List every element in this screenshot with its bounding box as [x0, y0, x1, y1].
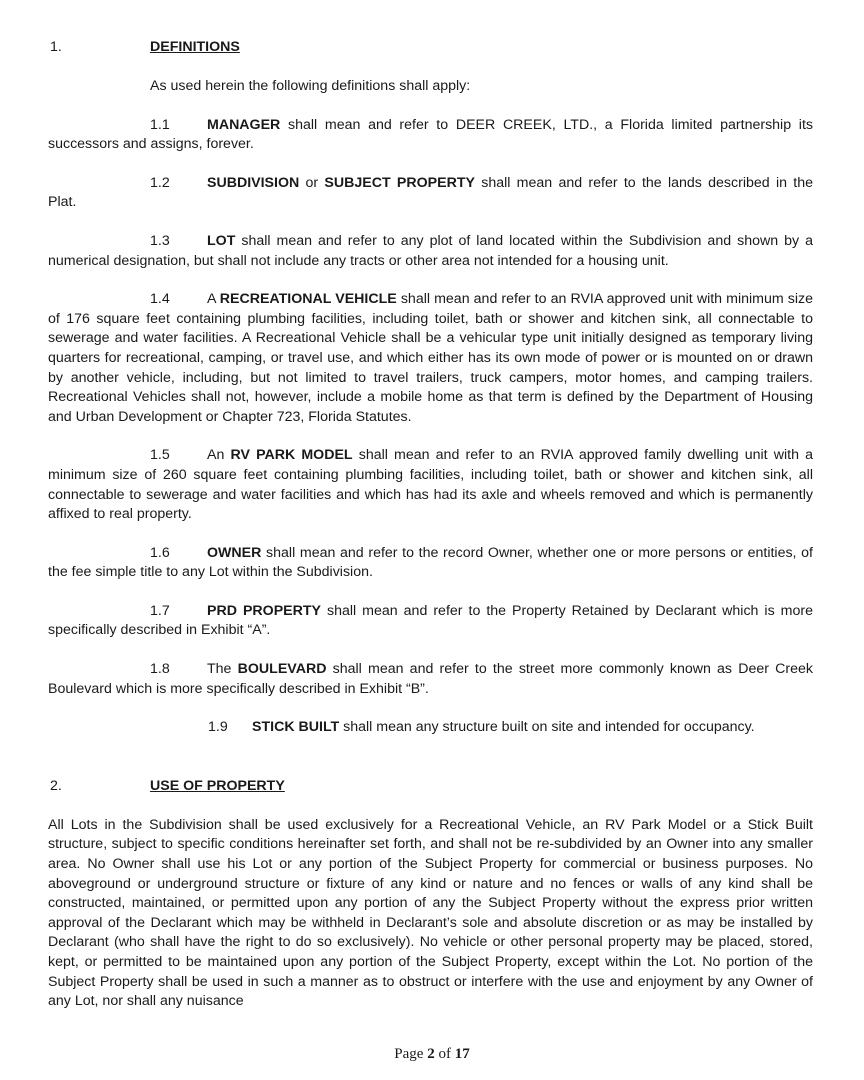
section-title: DEFINITIONS	[150, 39, 240, 55]
item-text: shall mean and refer to DEER CREEK, LTD., a Florida limited partnership its successors and assigns, forever.	[48, 116, 813, 153]
defined-term: MANAGER	[207, 116, 281, 133]
defined-term: OWNER	[207, 544, 262, 561]
page-footer	[0, 1045, 864, 1065]
definition-item	[48, 602, 813, 641]
definition-item	[48, 718, 813, 738]
item-number: 1.6	[150, 544, 170, 561]
definition-item	[48, 116, 813, 155]
item-text: shall mean and refer to an RVIA approved unit with minimum size of 176 square feet containing plumbing facilities, including toilet, bath or shower and kitchen sink, all connectable to sewerage and water facilities. A Recreational Vehicle shall be a vehicular type unit initially designed as temporary living quarters for recreational, camping, or travel use, and which either has its own mode of power or is mounted on or drawn by another vehicle, including, but not limited to travel trailers, truck campers, motor homes, and camping trailers. Recreational Vehicles shall not, however, include a mobile home as that term is defined by the Department of Housing and Urban Development or Chapter 723, Florida Statutes.	[48, 291, 813, 425]
defined-term-secondary: SUBJECT PROPERTY	[324, 174, 475, 191]
defined-term: LOT	[207, 232, 236, 249]
item-text: shall mean and refer to any plot of land located within the Subdivision and shown by a numerical designation, but shall not include any tracts or other area not intended for a housing unit.	[48, 232, 813, 269]
item-prefix: A	[207, 291, 220, 308]
document-page	[48, 38, 813, 1012]
item-text: shall mean and refer to an RVIA approved family dwelling unit with a minimum size of 260 square feet containing plumbing facilities, including toilet, bath or shower and kitchen sink, all connectable to sewerage and water facilities and which has had its axle and wheels removed and which is permanently affixed to real property.	[48, 447, 813, 523]
defined-term: STICK BUILT	[252, 719, 340, 736]
section-number: 1.	[50, 39, 62, 55]
defined-term: BOULEVARD	[237, 661, 327, 678]
item-number: 1.7	[150, 602, 170, 619]
item-text: shall mean and refer to the Property Retained by Declarant which is more specifically described in Exhibit “A”.	[48, 602, 813, 639]
item-prefix: The	[207, 661, 238, 678]
item-number: 1.4	[150, 291, 170, 308]
section-heading	[48, 777, 813, 797]
section-title: USE OF PROPERTY	[150, 777, 285, 794]
item-text: shall mean any structure built on site and intended for occupancy.	[339, 719, 755, 736]
item-number: 1.2	[150, 174, 170, 191]
use-of-property-paragraph: All Lots in the Subdivision shall be used exclusively for a Recreational Vehicle, an RV Park Model or a Stick Built structure, subject to specific conditions hereinafter set forth, and shall not be re-subdivided by an Owner into any smaller area. No Owner shall use his Lot or any portion of the Subject Property for commercial or business purposes. No aboveground or underground structure or fixture of any kind or nature and no fences or walls of any kind shall be constructed, maintained, or permitted upon any portion of any the Subject Property without the express prior written approval of the Declarant which may be withheld in Declarant’s sole and absolute discretion or as may be installed by Declarant (who shall have the right to do so exclusively). No vehicle or other personal property may be placed, stored, kept, or permitted to be maintained upon any portion of the Subject Property, except within the Lot. No portion of the Subject Property shall be used in such a manner as to obstruct or interfere with the use and enjoyment by any Owner of any Lot, nor shall any nuisance	[48, 816, 813, 1010]
item-number: 1.8	[150, 661, 170, 678]
item-number: 1.5	[150, 447, 170, 464]
item-connector: or	[299, 174, 325, 191]
definition-item	[48, 174, 813, 213]
defined-term: SUBDIVISION	[207, 174, 300, 191]
item-text: shall mean and refer to the record Owner, whether one or more persons or entities, of the fee simple title to any Lot within the Subdivision.	[48, 544, 813, 581]
section-heading	[48, 38, 813, 58]
item-number: 1.1	[150, 116, 170, 133]
section-number: 2.	[50, 777, 62, 794]
definition-item	[48, 290, 813, 427]
of-label: of	[438, 1046, 451, 1062]
defined-term: RECREATIONAL VEHICLE	[219, 291, 397, 308]
defined-term: RV PARK MODEL	[230, 447, 353, 464]
intro-paragraph: As used herein the following definitions shall apply:	[150, 78, 471, 94]
definition-item	[48, 660, 813, 699]
page-number: 2	[427, 1046, 435, 1062]
page-label: Page	[394, 1046, 424, 1062]
definition-item	[48, 232, 813, 271]
item-number: 1.3	[150, 232, 170, 249]
defined-term: PRD PROPERTY	[207, 602, 321, 619]
page-total: 17	[454, 1046, 470, 1062]
item-text: shall mean and refer to the street more commonly known as Deer Creek Boulevard which is more specifically described in Exhibit “B”.	[48, 661, 813, 697]
definitions-list	[48, 116, 813, 738]
item-prefix: An	[207, 447, 231, 464]
definition-item	[48, 544, 813, 583]
definition-item	[48, 446, 813, 524]
item-number: 1.9	[208, 719, 228, 736]
item-text: shall mean and refer to the lands described in the Plat.	[48, 174, 813, 211]
